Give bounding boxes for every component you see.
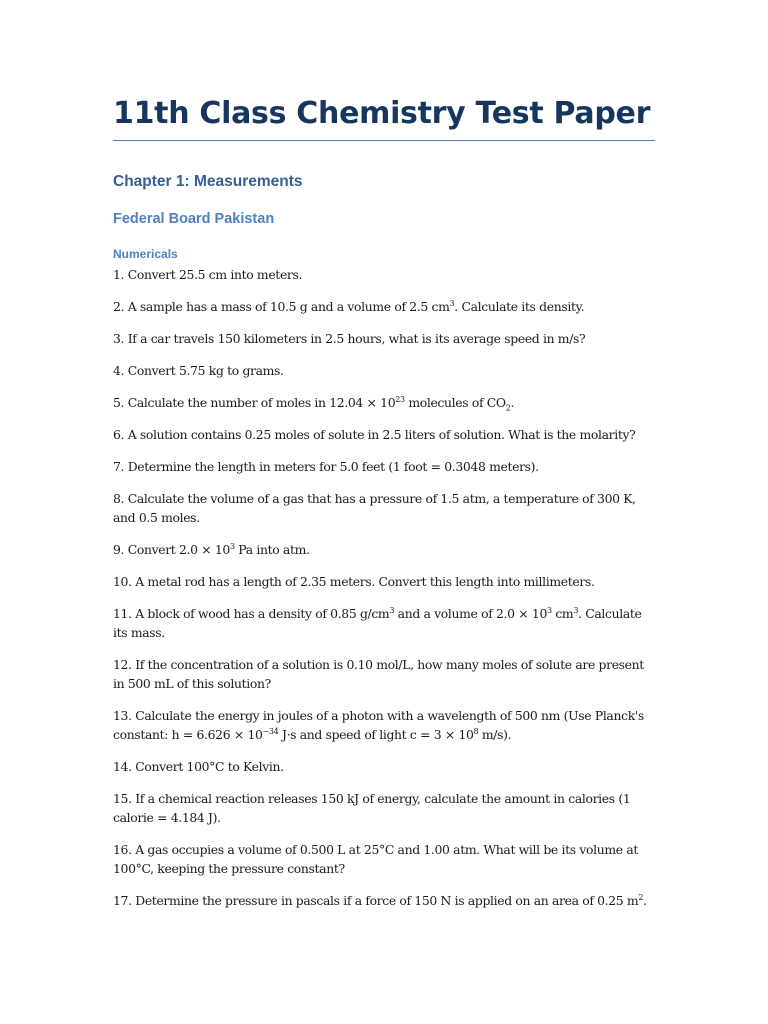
superscript: 3 [547, 605, 552, 615]
question-item: 4. Convert 5.75 kg to grams. [113, 363, 284, 378]
question-item: 14. Convert 100°C to Kelvin. [113, 759, 284, 774]
question-item: 8. Calculate the volume of a gas that has a pressure of 1.5 atm, a temperature of 300 K, and 0.5 moles. [113, 491, 636, 525]
board-heading: Federal Board Pakistan [113, 211, 275, 227]
superscript: 3 [573, 605, 579, 615]
question-item: 10. A metal rod has a length of 2.35 meters. Convert this length into millimeters. [113, 574, 595, 589]
question-item: 3. If a car travels 150 kilometers in 2.5 hours, what is its average speed in m/s? [113, 331, 586, 346]
superscript: −34 [262, 726, 279, 736]
subscript: 2 [505, 403, 511, 413]
question-item: 17. Determine the pressure in pascals if a force of 150 N is applied on an area of 0.25 $m^2$. [113, 892, 647, 908]
question-item: 7. Determine the length in meters for 5.0 feet (1 foot = 0.3048 meters). [113, 459, 539, 474]
question-item: 15. If a chemical reaction releases 150 kJ of energy, calculate the amount in calories (1 calorie = 4.184 J). [113, 791, 631, 825]
question-list [113, 265, 655, 910]
question-item: 11. A block of wood has a density of 0.85 $g/cm^3$ and a volume of $2.0 \times 10^3$ $cm^3$. Calculate its mass. [113, 605, 642, 640]
question-item: 6. A solution contains 0.25 moles of solute in 2.5 liters of solution. What is the molarity? [113, 427, 636, 442]
document-title: 11th Class Chemistry Test Paper [113, 92, 655, 141]
question-item: 2. A sample has a mass of 10.5 g and a volume of 2.5 $cm^3$. Calculate its density. [113, 298, 585, 314]
superscript: 23 [395, 394, 405, 404]
question-item: 13. Calculate the energy in joules of a photon with a wavelength of 500 nm (Use Planck's constant: $h = 6.626 \times 10^{-34}$ J·s and speed of light $c = 3 \times 10^8$ m/s). [113, 708, 644, 742]
question-item: 9. Convert $2.0 \times 10^3$ Pa into atm. [113, 541, 310, 557]
superscript: 3 [389, 605, 395, 615]
question-item: 5. Calculate the number of moles in $12.04 \times 10^{23}$ molecules of $CO_2$. [113, 394, 515, 413]
question-item: 12. If the concentration of a solution is 0.10 mol/L, how many moles of solute are present in 500 mL of this solution? [113, 657, 644, 691]
document-page [113, 92, 655, 923]
superscript: 2 [638, 892, 644, 902]
superscript: 8 [473, 726, 479, 736]
question-item: 1. Convert 25.5 cm into meters. [113, 267, 303, 282]
chapter-heading: Chapter 1: Measurements [113, 173, 303, 190]
section-heading: Numericals [113, 247, 178, 261]
superscript: 3 [229, 541, 235, 551]
superscript: 3 [449, 298, 455, 308]
question-item: 16. A gas occupies a volume of 0.500 L at 25°C and 1.00 atm. What will be its volume at 100°C, keeping the pressure constant? [113, 842, 638, 876]
